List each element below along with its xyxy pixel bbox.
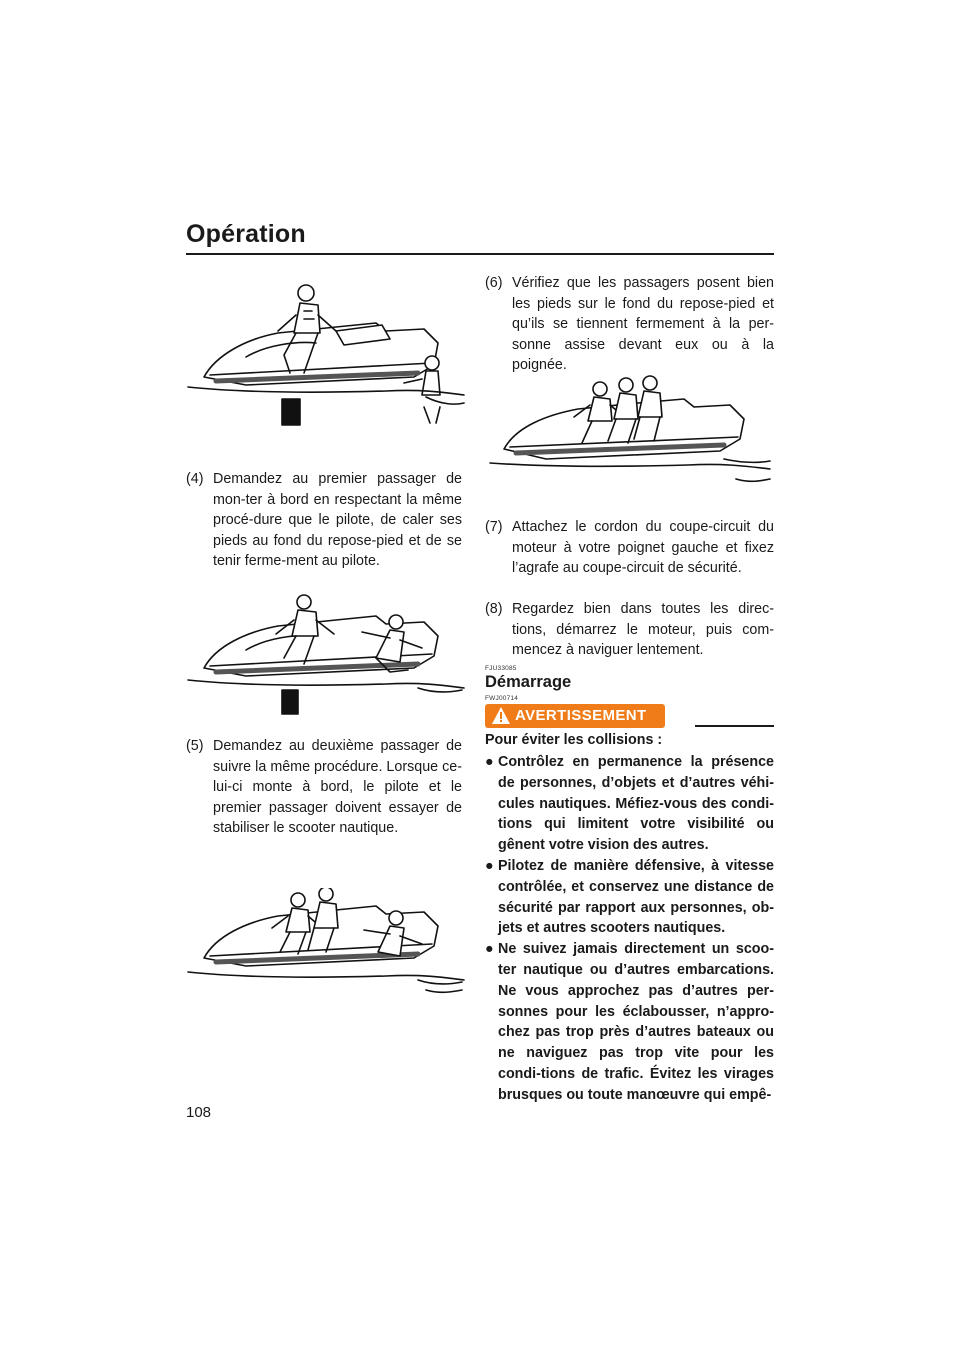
warning-header <box>485 704 774 728</box>
warning-item <box>485 856 774 939</box>
figure-three-riders-seated <box>488 375 773 495</box>
warning-item-text: Pilotez de manière défensive, à vitesse contrôlée, et conservez une distance de sécurité par rapport aux personnes, ob-jets et autres scooters nautiques. <box>498 857 774 937</box>
step-7 <box>485 517 774 579</box>
step-number: (4) <box>186 471 204 487</box>
warning-item <box>485 939 774 1105</box>
step-text: Demandez au deuxième passager de suivre la même procédure. Lorsque ce-lui-ci monte à bord, le pilote et le premier passager doivent essayer de stabiliser le scooter nautique. <box>213 738 462 837</box>
figure-pilot-seated-passenger-boarding <box>186 275 466 435</box>
bullet-icon: ● <box>485 941 494 958</box>
page-header-title: Opération <box>186 220 306 248</box>
warning-label: AVERTISSEMENT <box>515 707 647 724</box>
warning-rule <box>695 725 774 727</box>
warning-triangle-icon <box>491 706 511 730</box>
bullet-icon: ● <box>485 754 494 770</box>
step-number: (8) <box>485 601 503 617</box>
section-title: Démarrage <box>485 673 572 691</box>
warning-badge <box>485 704 665 728</box>
warning-list <box>485 752 774 1106</box>
header-rule <box>186 253 774 255</box>
step-6 <box>485 273 774 376</box>
step-text: Vérifiez que les passagers posent bien les pieds sur le fond du repose-pied et qu’ils se tiennent fermement à la per-sonne assise devant eux ou à la poignée. <box>512 275 774 374</box>
step-8 <box>485 599 774 661</box>
warning-item-text: Contrôlez en permanence la présence de personnes, d’objets et d’autres véhi-cules nautiques. Méfiez-vous des condi-tions qui limitent votre visibilité ou gênent votre vision des autres. <box>498 754 774 854</box>
step-number: (7) <box>485 519 503 535</box>
warning-code: FWJ00714 <box>485 695 519 702</box>
step-4 <box>186 469 462 572</box>
figure-first-passenger-boarding <box>186 592 466 722</box>
warning-intro: Pour éviter les collisions : <box>485 732 663 748</box>
warning-item-text: Ne suivez jamais directement un scoo-ter nautique ou d’autres embarcations. Ne vous approchez pas d’autres per-sonnes pour les éclabousser, n’appro-chez pas trop près d’autres bateaux ou ne naviguez pas trop vite pour les condi-tions de trafic. Évitez les virages brusques ou toute manœuvre qui empê- <box>498 941 774 1103</box>
warning-item <box>485 752 774 856</box>
section-code: FJU33085 <box>485 665 517 672</box>
bullet-icon: ● <box>485 857 494 874</box>
step-text: Attachez le cordon du coupe-circuit du moteur à votre poignet gauche et fixez l’agrafe au coupe-circuit de sécurité. <box>512 519 774 577</box>
step-text: Demandez au premier passager de mon-ter à bord en respectant la même procé-dure que le pilote, de caler ses pieds au fond du repose-pied et de se tenir ferme-ment au pilote. <box>213 471 462 570</box>
step-text: Regardez bien dans toutes les direc-tions, démarrez le moteur, puis com-mencez à naviguer lentement. <box>512 601 774 659</box>
step-number: (5) <box>186 738 204 754</box>
step-5 <box>186 736 462 839</box>
figure-second-passenger-boarding <box>186 888 466 1013</box>
step-number: (6) <box>485 275 503 291</box>
page-number: 108 <box>186 1104 212 1121</box>
